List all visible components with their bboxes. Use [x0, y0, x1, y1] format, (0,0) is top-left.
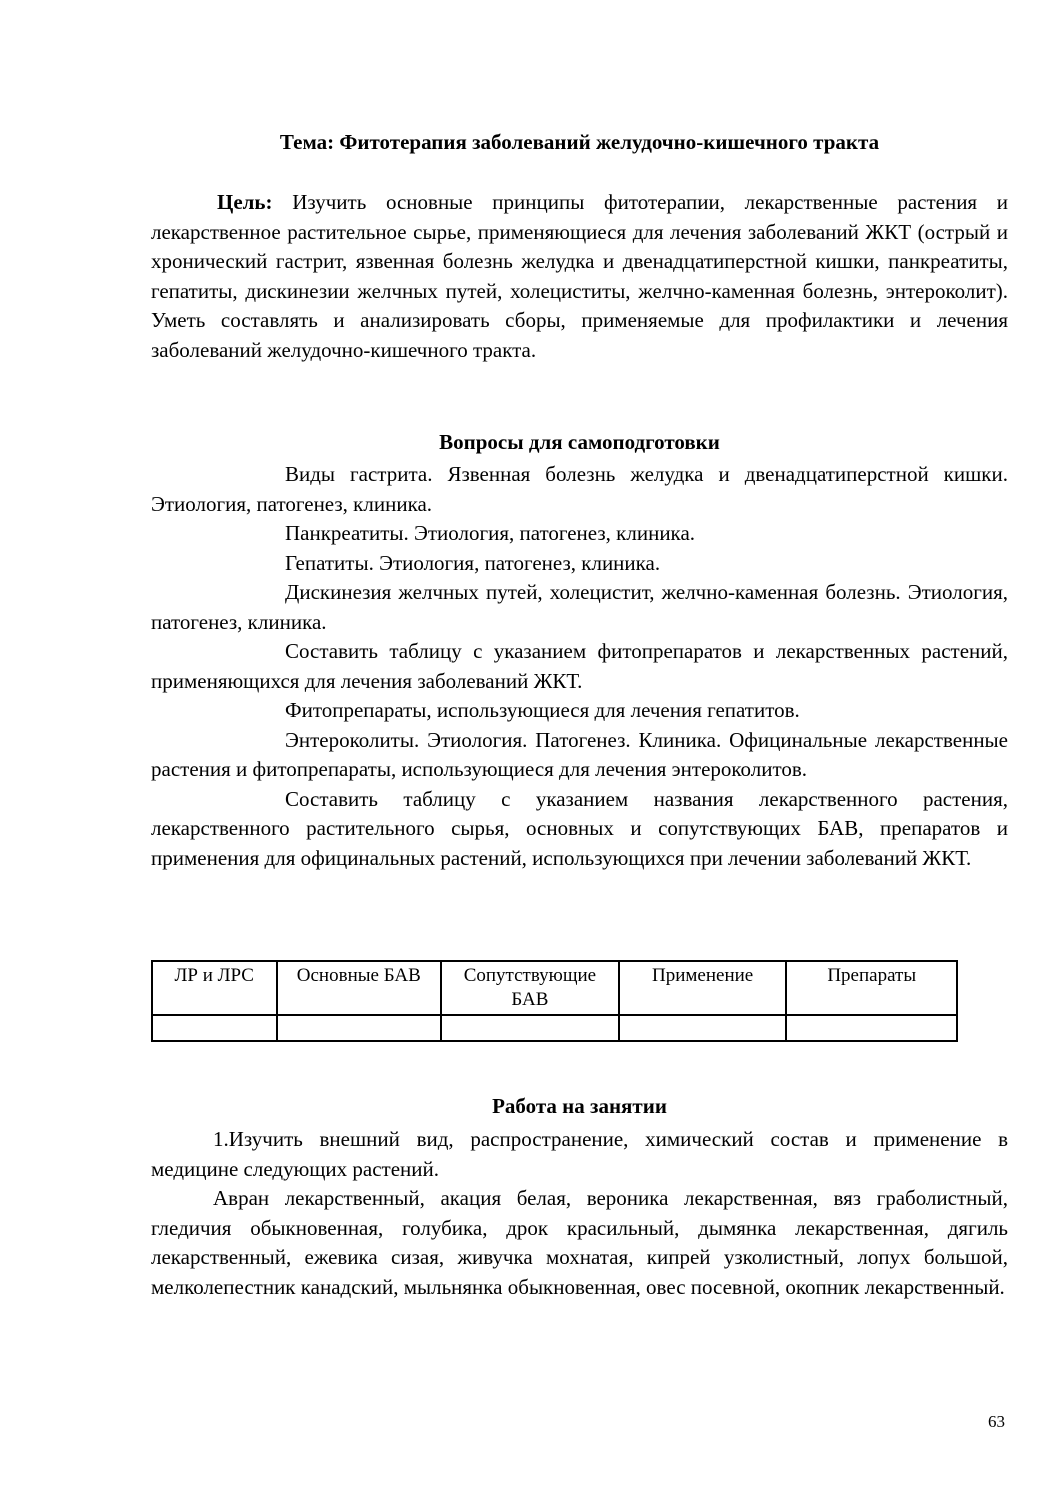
page-number: 63 — [988, 1412, 1005, 1431]
bav-table — [151, 960, 958, 1042]
work-paragraph: 1.Изучить внешний вид, распространение, химический состав и применение в медицине следующих растений. — [151, 1127, 1008, 1181]
question-item: Дискинезия желчных путей, холецистит, желчно-каменная болезнь. Этиология, патогенез, клиника. — [151, 580, 1008, 634]
table-header-cell: Сопутствующие БАВ — [441, 961, 619, 1015]
table-header-row — [152, 961, 957, 1015]
table-header-cell: ЛР и ЛРС — [152, 961, 277, 1015]
goal-paragraph — [151, 188, 1008, 365]
questions-list — [151, 460, 1008, 873]
table-cell — [277, 1015, 442, 1041]
work-section — [151, 1125, 1008, 1302]
table-cell — [441, 1015, 619, 1041]
question-item: Панкреатиты. Этиология, патогенез, клиника. — [285, 521, 696, 545]
table-cell — [619, 1015, 787, 1041]
goal-label: Цель: — [217, 190, 273, 214]
table-cell — [152, 1015, 277, 1041]
question-item: Виды гастрита. Язвенная болезнь желудка и двенадцатиперстной кишки. Этиология, патогенез, клиника. — [151, 462, 1008, 516]
table-header-cell: Препараты — [786, 961, 957, 1015]
question-item: Составить таблицу с указанием фитопрепаратов и лекарственных растений, применяющихся для лечения заболеваний ЖКТ. — [151, 639, 1008, 693]
question-item: Фитопрепараты, использующиеся для лечения гепатитов. — [285, 698, 800, 722]
page-title: Тема: Фитотерапия заболеваний желудочно-кишечного тракта — [279, 130, 880, 154]
table-header-cell: Применение — [619, 961, 787, 1015]
work-heading: Работа на занятии — [492, 1094, 667, 1118]
table-cell — [786, 1015, 957, 1041]
question-item: Составить таблицу с указанием названия лекарственного растения, лекарственного растительного сырья, основных и сопутствующих БАВ, препаратов и применения для официнальных растений, использующихся при лечении заболеваний ЖКТ. — [151, 786, 1008, 870]
work-paragraph: Авран лекарственный, акация белая, вероника лекарственная, вяз граболистный, гледичия обыкновенная, голубика, дрок красильный, дымянка лекарственная, дягиль лекарственный, ежевика сизая, живучка мохнатая, кипрей узколистный, лопух большой, мелколепестник канадский, мыльнянка обыкновенная, овес посевной, окопник лекарственный. — [151, 1186, 1008, 1299]
question-item: Энтероколиты. Этиология. Патогенез. Клиника. Официнальные лекарственные растения и фитопрепараты, использующиеся для лечения энтероколитов. — [151, 727, 1008, 781]
table-row — [152, 1015, 957, 1041]
goal-text: Изучить основные принципы фитотерапии, лекарственные растения и лекарственное растительное сырье, применяющиеся для лечения заболеваний ЖКТ (острый и хронический гастрит, язвенная болезнь желудка и двенадцатиперстной кишки, панкреатиты, гепатиты, дискинезии желчных путей, холециститы, желчно-каменная болезнь, энтероколит). Уметь составлять и анализировать сборы, применяемые для профилактики и лечения заболеваний желудочно-кишечного тракта. — [151, 190, 1008, 362]
table-header-cell: Основные БАВ — [277, 961, 442, 1015]
questions-heading: Вопросы для самоподготовки — [439, 430, 720, 454]
question-item: Гепатиты. Этиология, патогенез, клиника. — [285, 550, 661, 575]
